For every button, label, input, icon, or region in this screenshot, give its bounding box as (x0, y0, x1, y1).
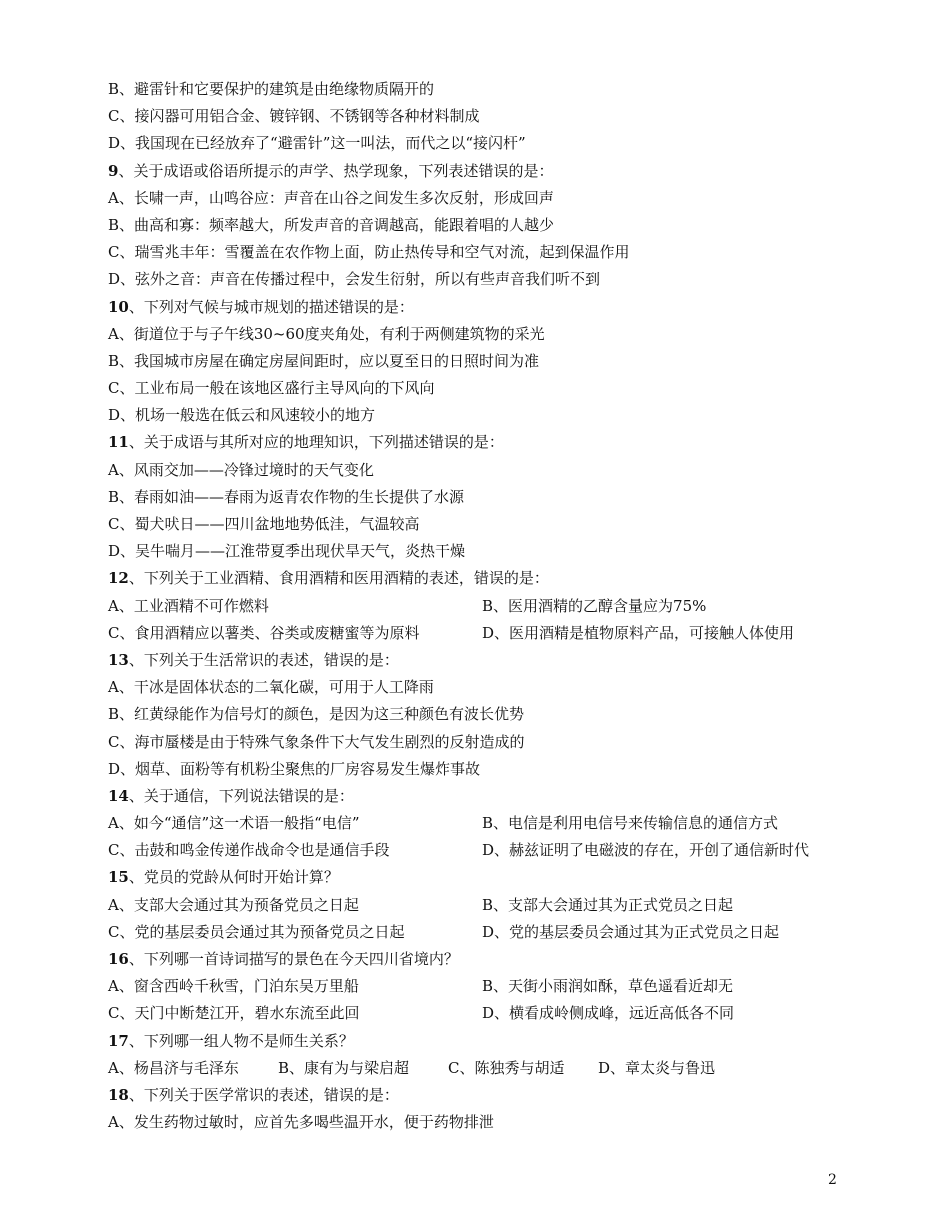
answer-option: A、街道位于与子午线30~60度夹角处，有利于两侧建筑物的采光 (108, 324, 545, 343)
answer-option-row (108, 973, 848, 1000)
question-text: 、关于通信，下列说法错误的是： (128, 786, 354, 805)
answer-option: A、长啸一声，山鸣谷应：声音在山谷之间发生多次反射，形成回声 (108, 188, 554, 207)
answer-option: C、工业布局一般在该地区盛行主导风向的下风向 (108, 379, 435, 398)
answer-option-row (108, 620, 848, 647)
answer-option-row (108, 593, 848, 620)
document-page (108, 76, 848, 1136)
answer-option: C、接闪器可用铝合金、镀锌钢、不锈钢等各种材料制成 (108, 107, 480, 126)
question-stem (108, 783, 848, 810)
answer-option: C、天门中断楚江开，碧水东流至此回 (108, 1004, 360, 1023)
answer-option: B、电信是利用电信号来传输信息的通信方式 (482, 814, 779, 833)
answer-option: B、支部大会通过其为正式党员之日起 (482, 895, 734, 914)
question-text: 、下列关于工业酒精、食用酒精和医用酒精的表述，错误的是： (128, 569, 549, 588)
answer-option: B、天街小雨润如酥，草色遥看近却无 (482, 977, 734, 996)
answer-option: D、弦外之音：声音在传播过程中，会发生衍射，所以有些声音我们听不到 (108, 270, 601, 289)
answer-option-row (108, 810, 848, 837)
answer-option: C、海市蜃楼是由于特殊气象条件下大气发生剧烈的反射造成的 (108, 732, 525, 751)
question-number: 17 (108, 1031, 129, 1050)
answer-option: A、窗含西岭千秋雪，门泊东吴万里船 (108, 977, 359, 996)
answer-option: A、支部大会通过其为预备党员之日起 (108, 895, 359, 914)
answer-option: A、工业酒精不可作燃料 (108, 596, 269, 615)
question-text: 、下列关于生活常识的表述，错误的是： (128, 650, 399, 669)
answer-option-row (108, 1000, 848, 1027)
question-stem (108, 1028, 848, 1055)
question-stem (108, 158, 848, 185)
page-number: 2 (828, 1172, 837, 1188)
answer-option: D、章太炎与鲁迅 (598, 1058, 716, 1077)
question-text: 、下列关于医学常识的表述，错误的是： (128, 1085, 399, 1104)
answer-option: A、干冰是固体状态的二氧化碳，可用于人工降雨 (108, 678, 434, 697)
answer-option: B、医用酒精的乙醇含量应为75% (482, 596, 707, 615)
question-stem (108, 647, 848, 674)
question-text: 、关于成语与其所对应的地理知识，下列描述错误的是： (128, 433, 504, 452)
answer-option: C、食用酒精应以薯类、谷类或废糖蜜等为原料 (108, 623, 420, 642)
answer-option-row (108, 837, 848, 864)
answer-option: D、横看成岭侧成峰，远近高低各不同 (482, 1004, 735, 1023)
question-text: 、下列对气候与城市规划的描述错误的是： (128, 297, 414, 316)
answer-option: C、党的基层委员会通过其为预备党员之日起 (108, 922, 405, 941)
question-number: 10 (108, 297, 129, 316)
question-number: 11 (108, 433, 129, 452)
answer-option-row (108, 892, 848, 919)
question-text: 、下列哪一首诗词描写的景色在今天四川省境内？ (128, 950, 459, 968)
question-text: 、下列哪一组人物不是师生关系？ (128, 1031, 354, 1050)
question-stem (108, 429, 848, 456)
question-stem (108, 946, 848, 973)
answer-option: C、蜀犬吠日——四川盆地地势低洼，气温较高 (108, 515, 420, 533)
question-number: 15 (108, 868, 129, 887)
answer-option: B、避雷针和它要保护的建筑是由绝缘物质隔开的 (108, 80, 435, 98)
question-number: 18 (108, 1085, 129, 1104)
answer-option-row (108, 1055, 848, 1082)
question-text: 、关于成语或俗语所提示的声学、热学现象，下列表述错误的是： (118, 161, 554, 180)
question-number: 9 (108, 161, 119, 180)
answer-option: B、我国城市房屋在确定房屋间距时，应以夏至日的日照时间为准 (108, 351, 540, 370)
question-stem (108, 294, 848, 321)
answer-option: C、陈独秀与胡适 (448, 1058, 565, 1077)
answer-option: B、红黄绿能作为信号灯的颜色，是因为这三种颜色有波长优势 (108, 705, 525, 724)
answer-option: B、曲高和寡：频率越大，所发声音的音调越高，能跟着唱的人越少 (108, 215, 555, 234)
question-number: 13 (108, 650, 129, 669)
answer-option: B、康有为与梁启超 (278, 1058, 410, 1077)
answer-option: A、风雨交加——冷锋过境时的天气变化 (108, 460, 374, 479)
answer-option: A、杨昌济与毛泽东 (108, 1058, 239, 1077)
answer-option: D、赫兹证明了电磁波的存在，开创了通信新时代 (482, 841, 810, 860)
answer-option: D、烟草、面粉等有机粉尘聚焦的厂房容易发生爆炸事故 (108, 759, 481, 778)
question-text: 、党员的党龄从何时开始计算？ (128, 868, 339, 887)
question-number: 16 (108, 950, 129, 968)
answer-option: A、发生药物过敏时，应首先多喝些温开水，便于药物排泄 (108, 1113, 494, 1132)
question-number: 12 (108, 569, 129, 588)
question-stem (108, 1082, 848, 1109)
answer-option: D、医用酒精是植物原料产品，可接触人体使用 (482, 623, 795, 642)
answer-option: C、瑞雪兆丰年：雪覆盖在农作物上面，防止热传导和空气对流，起到保温作用 (108, 243, 630, 262)
answer-option: D、吴牛喘月——江淮带夏季出现伏旱天气，炎热干燥 (108, 542, 466, 561)
answer-option-row (108, 919, 848, 946)
question-number: 14 (108, 786, 129, 805)
answer-option: D、党的基层委员会通过其为正式党员之日起 (482, 922, 780, 941)
answer-option: C、击鼓和鸣金传递作战命令也是通信手段 (108, 841, 390, 860)
answer-option: D、我国现在已经放弃了“避雷针”这一叫法，而代之以“接闪杆” (108, 134, 526, 153)
answer-option: A、如今“通信”这一术语一般指“电信” (108, 814, 360, 833)
question-stem (108, 864, 848, 891)
answer-option: D、机场一般选在低云和风速较小的地方 (108, 406, 376, 425)
question-stem (108, 565, 848, 592)
answer-option: B、春雨如油——春雨为返青农作物的生长提供了水源 (108, 487, 465, 506)
